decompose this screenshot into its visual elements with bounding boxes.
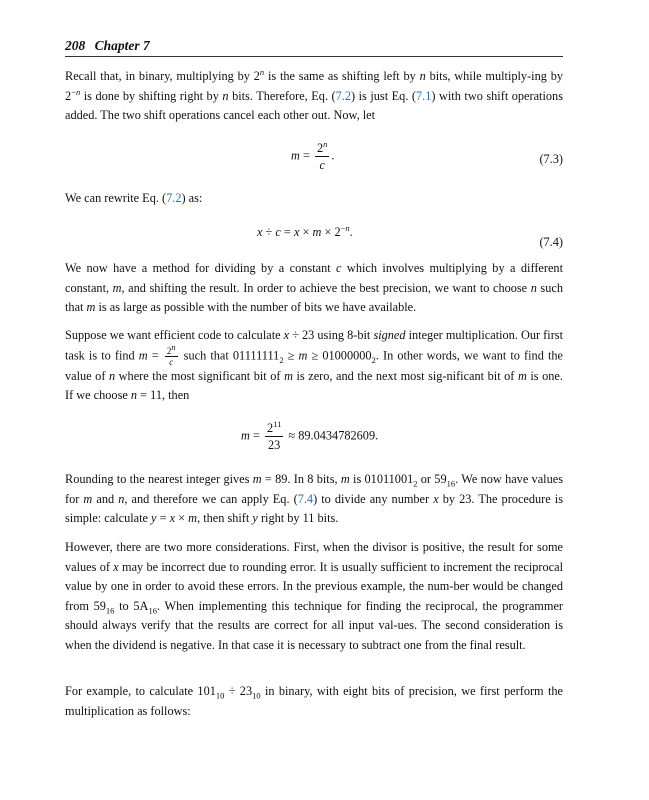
eq-ref-7-1[interactable]: 7.1: [416, 88, 432, 103]
paragraph-4: Suppose we want efficient code to calculate x ÷ 23 using 8-bit signed integer multiplication. Our first task is to find m = $\frac{2^n}{c}$ such that $01111111_2 \ge m \ge 01000000_2$. In other words, we want to find the value of n where the most significant bit of m is zero, and the next most sig-nificant bit of m is one. If we choose n = 11, then: [65, 328, 563, 402]
paragraph-1: Recall that, in binary, multiplying by 2$^n$ is the same as shifting left by n bits, while multiply-ing by $2^{-n}$ is done by shifting right by n bits. Therefore, Eq. (7.2) is just Eq. (7.1) with two shift operations added. The two shift operations cancel each other out. Now, let: [65, 66, 563, 122]
chapter-title: Chapter 7: [94, 38, 150, 53]
equation-number: (7.4): [539, 235, 563, 249]
eq-ref-7-2[interactable]: 7.2: [166, 191, 182, 205]
paragraph-3: We now have a method for dividing by a constant c which involves multiplying by a different constant, m, and shifting the result. In order to achieve the best precision, we want to choose n such that m is as large as possible with the number of bits we have available.: [65, 261, 563, 314]
paragraph-6: However, there are two more considerations. First, when the divisor is positive, the result for some values of x may be incorrect due to rounding error. It is usually sufficient to increment the reciprocal value by one in order to avoid these errors. In the previous example, the num-ber would be changed from $59_{16}$ to $5A_{16}$. When implementing this technique for finding the reciprocal, the programmer should always verify that the results are correct for all input val-ues. The second consideration is when the dividend is negative. In that case it is necessary to subtract one from the final result.: [65, 540, 563, 652]
paragraph-7: For example, to calculate $101_{10} \div 23_{10}$ in binary, with eight bits of precision, we first perform the multiplication as follows:: [65, 684, 563, 718]
eq-ref-7-4[interactable]: 7.4: [297, 491, 314, 506]
header-rule: [65, 56, 563, 57]
eq-ref-7-2[interactable]: 7.2: [335, 88, 352, 103]
paragraph-5: Rounding to the nearest integer gives m = 89. In 8 bits, m is $01011001_2$ or $59_{16}$. We now have values for m and n, and therefore we can apply Eq. (7.4) to divide any number x by 23. The procedure is simple: calculate y = x × m, then shift y right by 11 bits.: [65, 472, 563, 525]
equation-number: (7.3): [539, 152, 563, 166]
equation-approx: m = $\frac{2^{11}}{23}$ ≈ 89.0434782609.: [241, 418, 379, 452]
paragraph-2: We can rewrite Eq. (7.2) as:: [65, 191, 203, 205]
page-number: 208: [65, 38, 86, 53]
equation-7-4: $x \div c = x \times m \times 2^{-n}$. (7.4): [65, 219, 563, 263]
running-header: [65, 36, 150, 56]
equation-7-3: m = $\frac{2^n}{c}$ . (7.3): [291, 138, 563, 172]
